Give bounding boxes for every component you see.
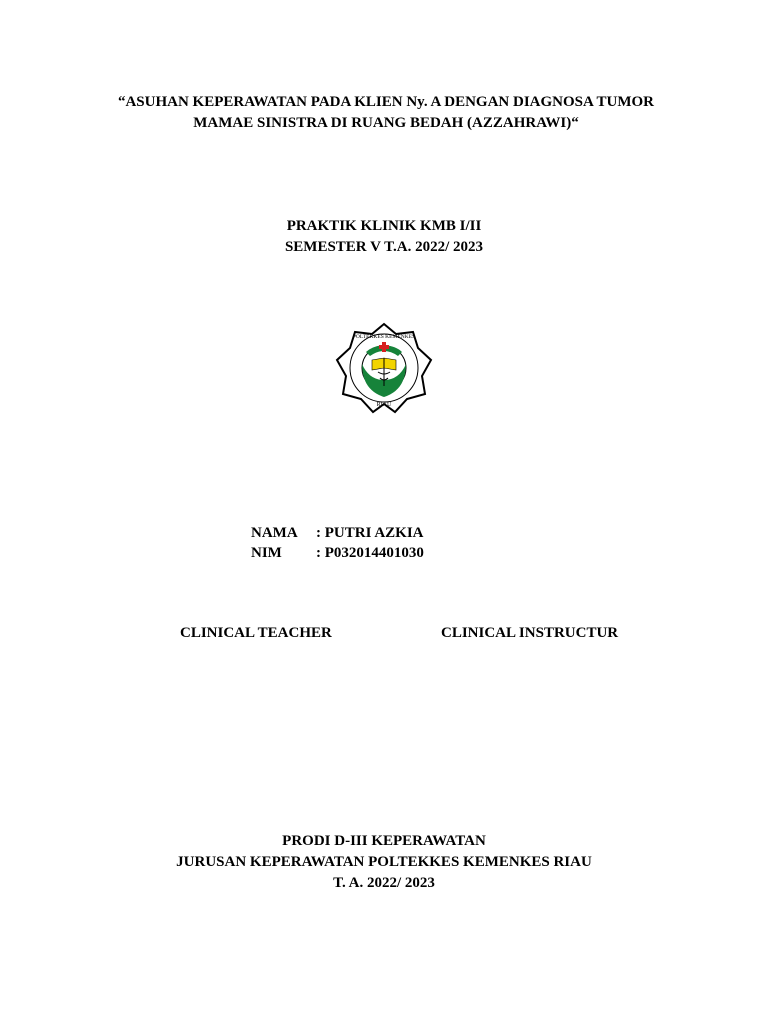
practice-heading <box>0 216 768 258</box>
footer-line-3: T. A. 2022/ 2023 <box>333 875 435 891</box>
nim-value: : P032014401030 <box>316 545 424 561</box>
nim-row <box>251 543 424 563</box>
report-title <box>96 92 676 134</box>
nim-label: NIM <box>251 545 282 561</box>
practice-line-1: PRAKTIK KLINIK KMB I/II <box>286 218 482 234</box>
logo-top-text: POLTEKKES KEMENKES <box>352 334 416 340</box>
clinical-instructor-label: CLINICAL INSTRUCTUR <box>441 625 619 641</box>
footer-line-2: JURUSAN KEPERAWATAN POLTEKKES KEMENKES RIAU <box>176 854 592 870</box>
practice-line-2: SEMESTER V T.A. 2022/ 2023 <box>284 239 484 255</box>
name-row <box>251 523 424 543</box>
poltekkes-logo-icon <box>334 320 434 416</box>
student-identity <box>251 523 424 563</box>
institution-footer <box>0 831 768 894</box>
name-value: : PUTRI AZKIA <box>316 525 424 541</box>
title-line-2: MAMAE SINISTRA DI RUANG BEDAH (AZZAHRAWI)“ <box>193 115 579 131</box>
clinical-teacher-label: CLINICAL TEACHER <box>180 625 332 641</box>
title-line-1: “ASUHAN KEPERAWATAN PADA KLIEN Ny. A DENGAN DIAGNOSA TUMOR <box>117 94 655 110</box>
name-label: NAMA <box>251 525 298 541</box>
logo-bottom-text: RIAU <box>376 402 392 408</box>
footer-line-1: PRODI D-III KEPERAWATAN <box>282 833 486 849</box>
